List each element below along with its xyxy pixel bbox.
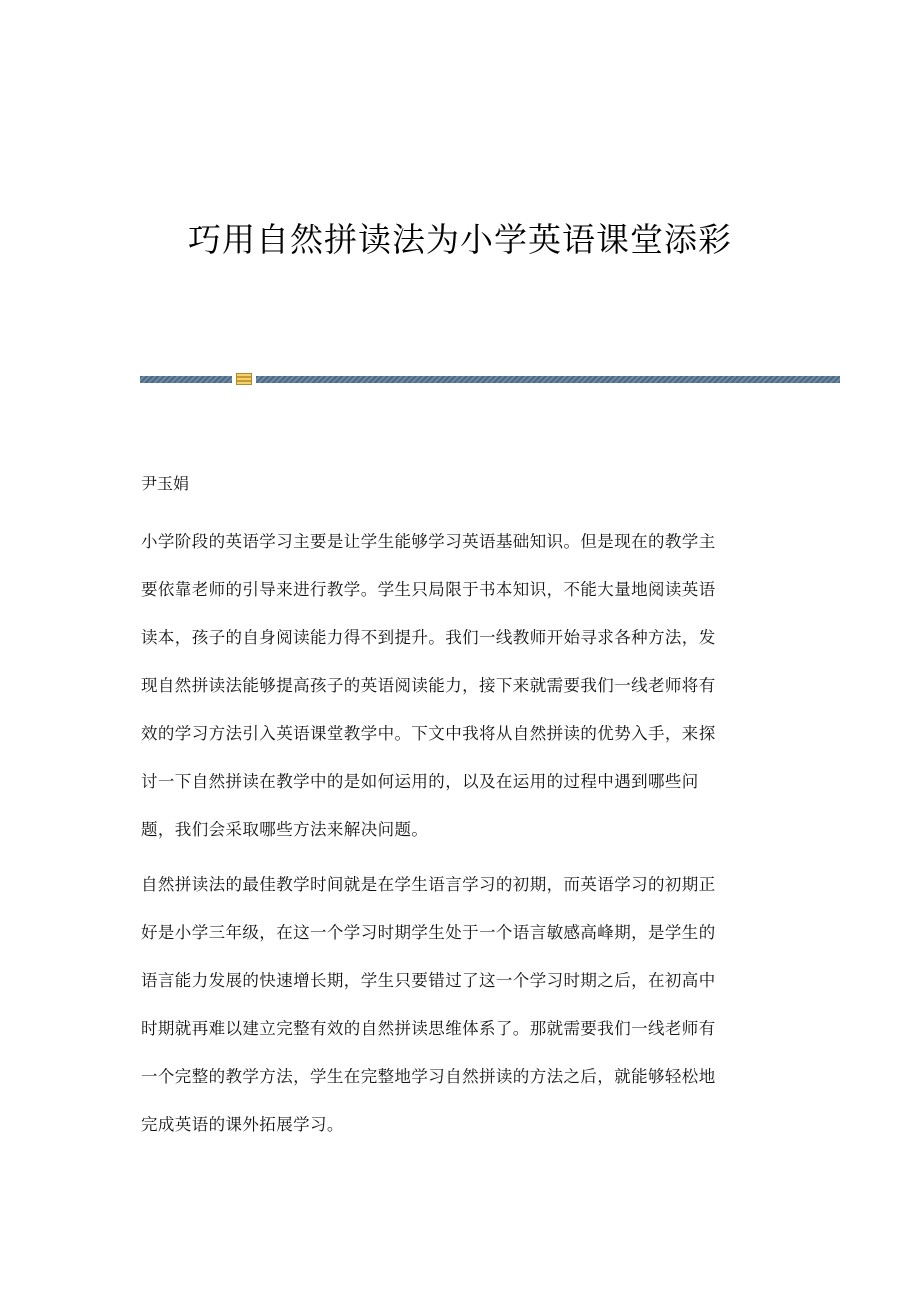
paragraph-line: 要依靠老师的引导来进行教学。学生只局限于书本知识，不能大量地阅读英语	[141, 580, 716, 599]
paragraph-line: 小学阶段的英语学习主要是让学生能够学习英语基础知识。但是现在的教学主	[141, 532, 716, 551]
paragraph-line: 自然拼读法的最佳教学时间就是在学生语言学习的初期，而英语学习的初期正	[141, 875, 716, 894]
divider-bar-right	[256, 376, 840, 383]
paragraph-line: 效的学习方法引入英语课堂教学中。下文中我将从自然拼读的优势入手，来探	[141, 724, 716, 743]
paragraph-line: 一个完整的教学方法，学生在完整地学习自然拼读的方法之后，就能够轻松地	[141, 1067, 716, 1086]
divider-bar-left	[140, 376, 232, 383]
paragraph-line: 题，我们会采取哪些方法来解决问题。	[141, 820, 429, 839]
paragraph-line: 好是小学三年级，在这一个学习时期学生处于一个语言敏感高峰期，是学生的	[141, 923, 716, 942]
paragraph-line: 时期就再难以建立完整有效的自然拼读思维体系了。那就需要我们一线老师有	[141, 1019, 716, 1038]
paragraph-line: 现自然拼读法能够提高孩子的英语阅读能力，接下来就需要我们一线老师将有	[141, 676, 716, 695]
paragraph-line: 读本，孩子的自身阅读能力得不到提升。我们一线教师开始寻求各种方法，发	[141, 628, 716, 647]
title-divider	[140, 373, 840, 385]
paragraph-1	[141, 518, 781, 854]
paragraph-line: 语言能力发展的快速增长期，学生只要错过了这一个学习时期之后，在初高中	[141, 971, 716, 990]
divider-ornament-icon	[236, 373, 252, 385]
document-title: 巧用自然拼读法为小学英语课堂添彩	[188, 220, 732, 259]
paragraph-line: 讨一下自然拼读在教学中的是如何运用的，以及在运用的过程中遇到哪些问	[141, 772, 699, 791]
paragraph-2	[141, 861, 781, 1149]
paragraph-line: 完成英语的课外拓展学习。	[141, 1115, 344, 1134]
author-name: 尹玉娟	[141, 474, 190, 493]
